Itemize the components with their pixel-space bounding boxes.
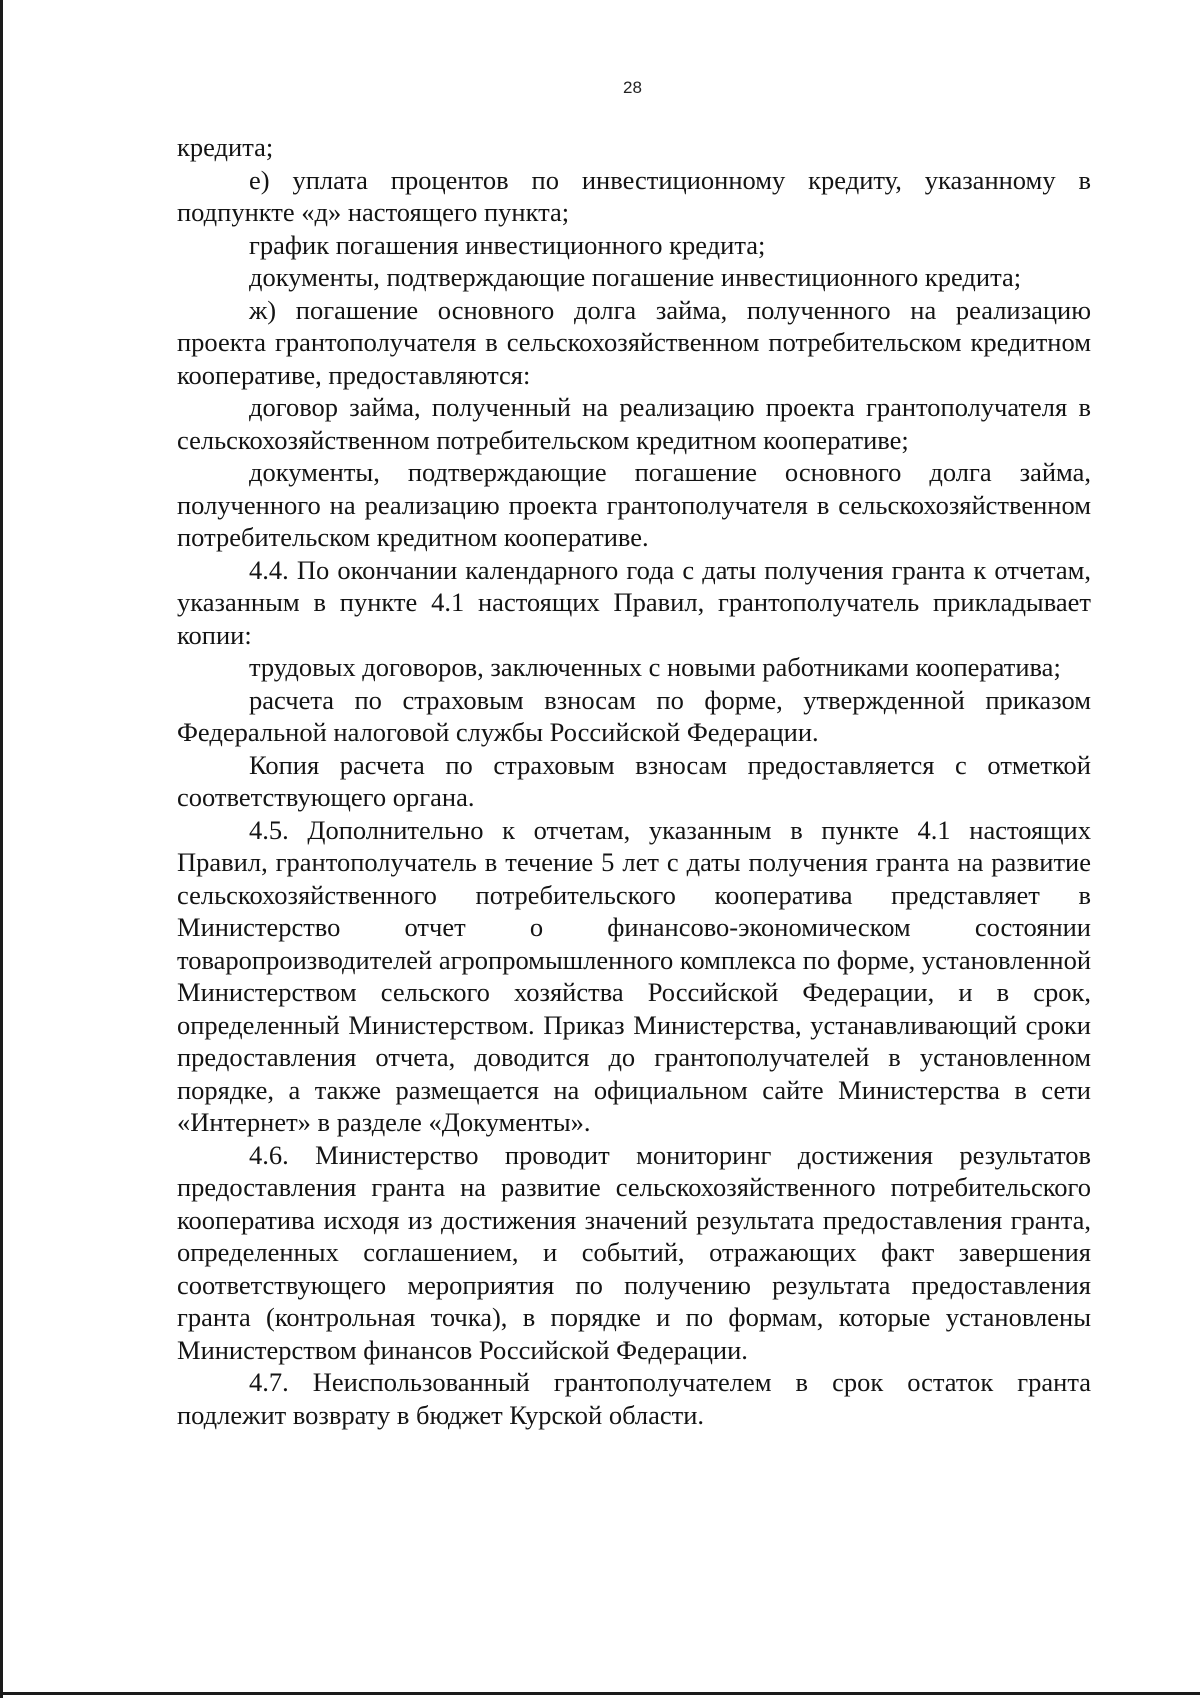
paragraph-loan-agreement: договор займа, полученный на реализацию проекта грантополучателя в сельскохозяйственном потребительском кредитном кооперативе; (177, 392, 1091, 455)
paragraph-labor-contracts: трудовых договоров, заключенных с новыми работниками кооператива; (249, 652, 1061, 682)
paragraph-item-e: е) уплата процентов по инвестиционному кредиту, указанному в подпункте «д» настоящего пункта; (177, 164, 1091, 227)
paragraph-schedule: график погашения инвестиционного кредита; (249, 229, 766, 260)
paragraph-section-4-4: 4.4. По окончании календарного года с даты получения гранта к отчетам, указанным в пункте 4.1 настоящих Правил, грантополучатель прикладывает копии: (177, 554, 1091, 650)
paragraph-insurance-calc: расчета по страховым взносам по форме, утвержденной приказом Федеральной налоговой службы Российской Федерации. (177, 684, 1091, 747)
paragraph-item-zh: ж) погашение основного долга займа, полученного на реализацию проекта грантополучателя в сельскохозяйственном потребительском кредитном кооперативе, предоставляются: (177, 294, 1091, 390)
scan-left-edge (0, 0, 3, 1698)
page-number: 28 (623, 78, 642, 97)
paragraph-insurance-copy: Копия расчета по страховым взносам предоставляется с отметкой соответствующего органа. (177, 749, 1091, 812)
scan-bottom-edge (0, 1692, 1200, 1695)
document-body (177, 131, 1091, 1431)
paragraph-section-4-7: 4.7. Неиспользованный грантополучателем в срок остаток гранта подлежит возврату в бюджет Курской области. (177, 1367, 1091, 1430)
paragraph-continuation: кредита; (177, 132, 274, 162)
paragraph-documents-loan: документы, подтверждающие погашение основного долга займа, полученного на реализацию проекта грантополучателя в сельскохозяйственном потребительском кредитном кооперативе. (177, 457, 1091, 552)
paragraph-section-4-5: 4.5. Дополнительно к отчетам, указанным в пункте 4.1 настоящих Правил, грантополучатель в течение 5 лет с даты получения гранта на развитие сельскохозяйственного потребительского кооператива представляет в Министерство отчет о финансово-экономическом состоянии товаропроизводителей агропромышленного комплекса по форме, установленной Министерством сельского хозяйства Российской Федерации, и в срок, определенный Министерством. Приказ Министерства, устанавливающий сроки предоставления отчета, доводится до грантополучателей в установленном порядке, а также размещается на официальном сайте Министерства в сети «Интернет» в разделе «Документы». (177, 814, 1091, 1137)
paragraph-documents-credit: документы, подтверждающие погашение инвестиционного кредита; (249, 262, 1022, 292)
paragraph-section-4-6: 4.6. Министерство проводит мониторинг достижения результатов предоставления гранта на развитие сельскохозяйственного потребительского кооператива исходя из достижения значений результата предоставления гранта, определенных соглашением, и событий, отражающих факт завершения соответствующего мероприятия по получению результата предоставления гранта (контрольная точка), в порядке и по формам, которые установлены Министерством финансов Российской Федерации. (177, 1139, 1091, 1365)
